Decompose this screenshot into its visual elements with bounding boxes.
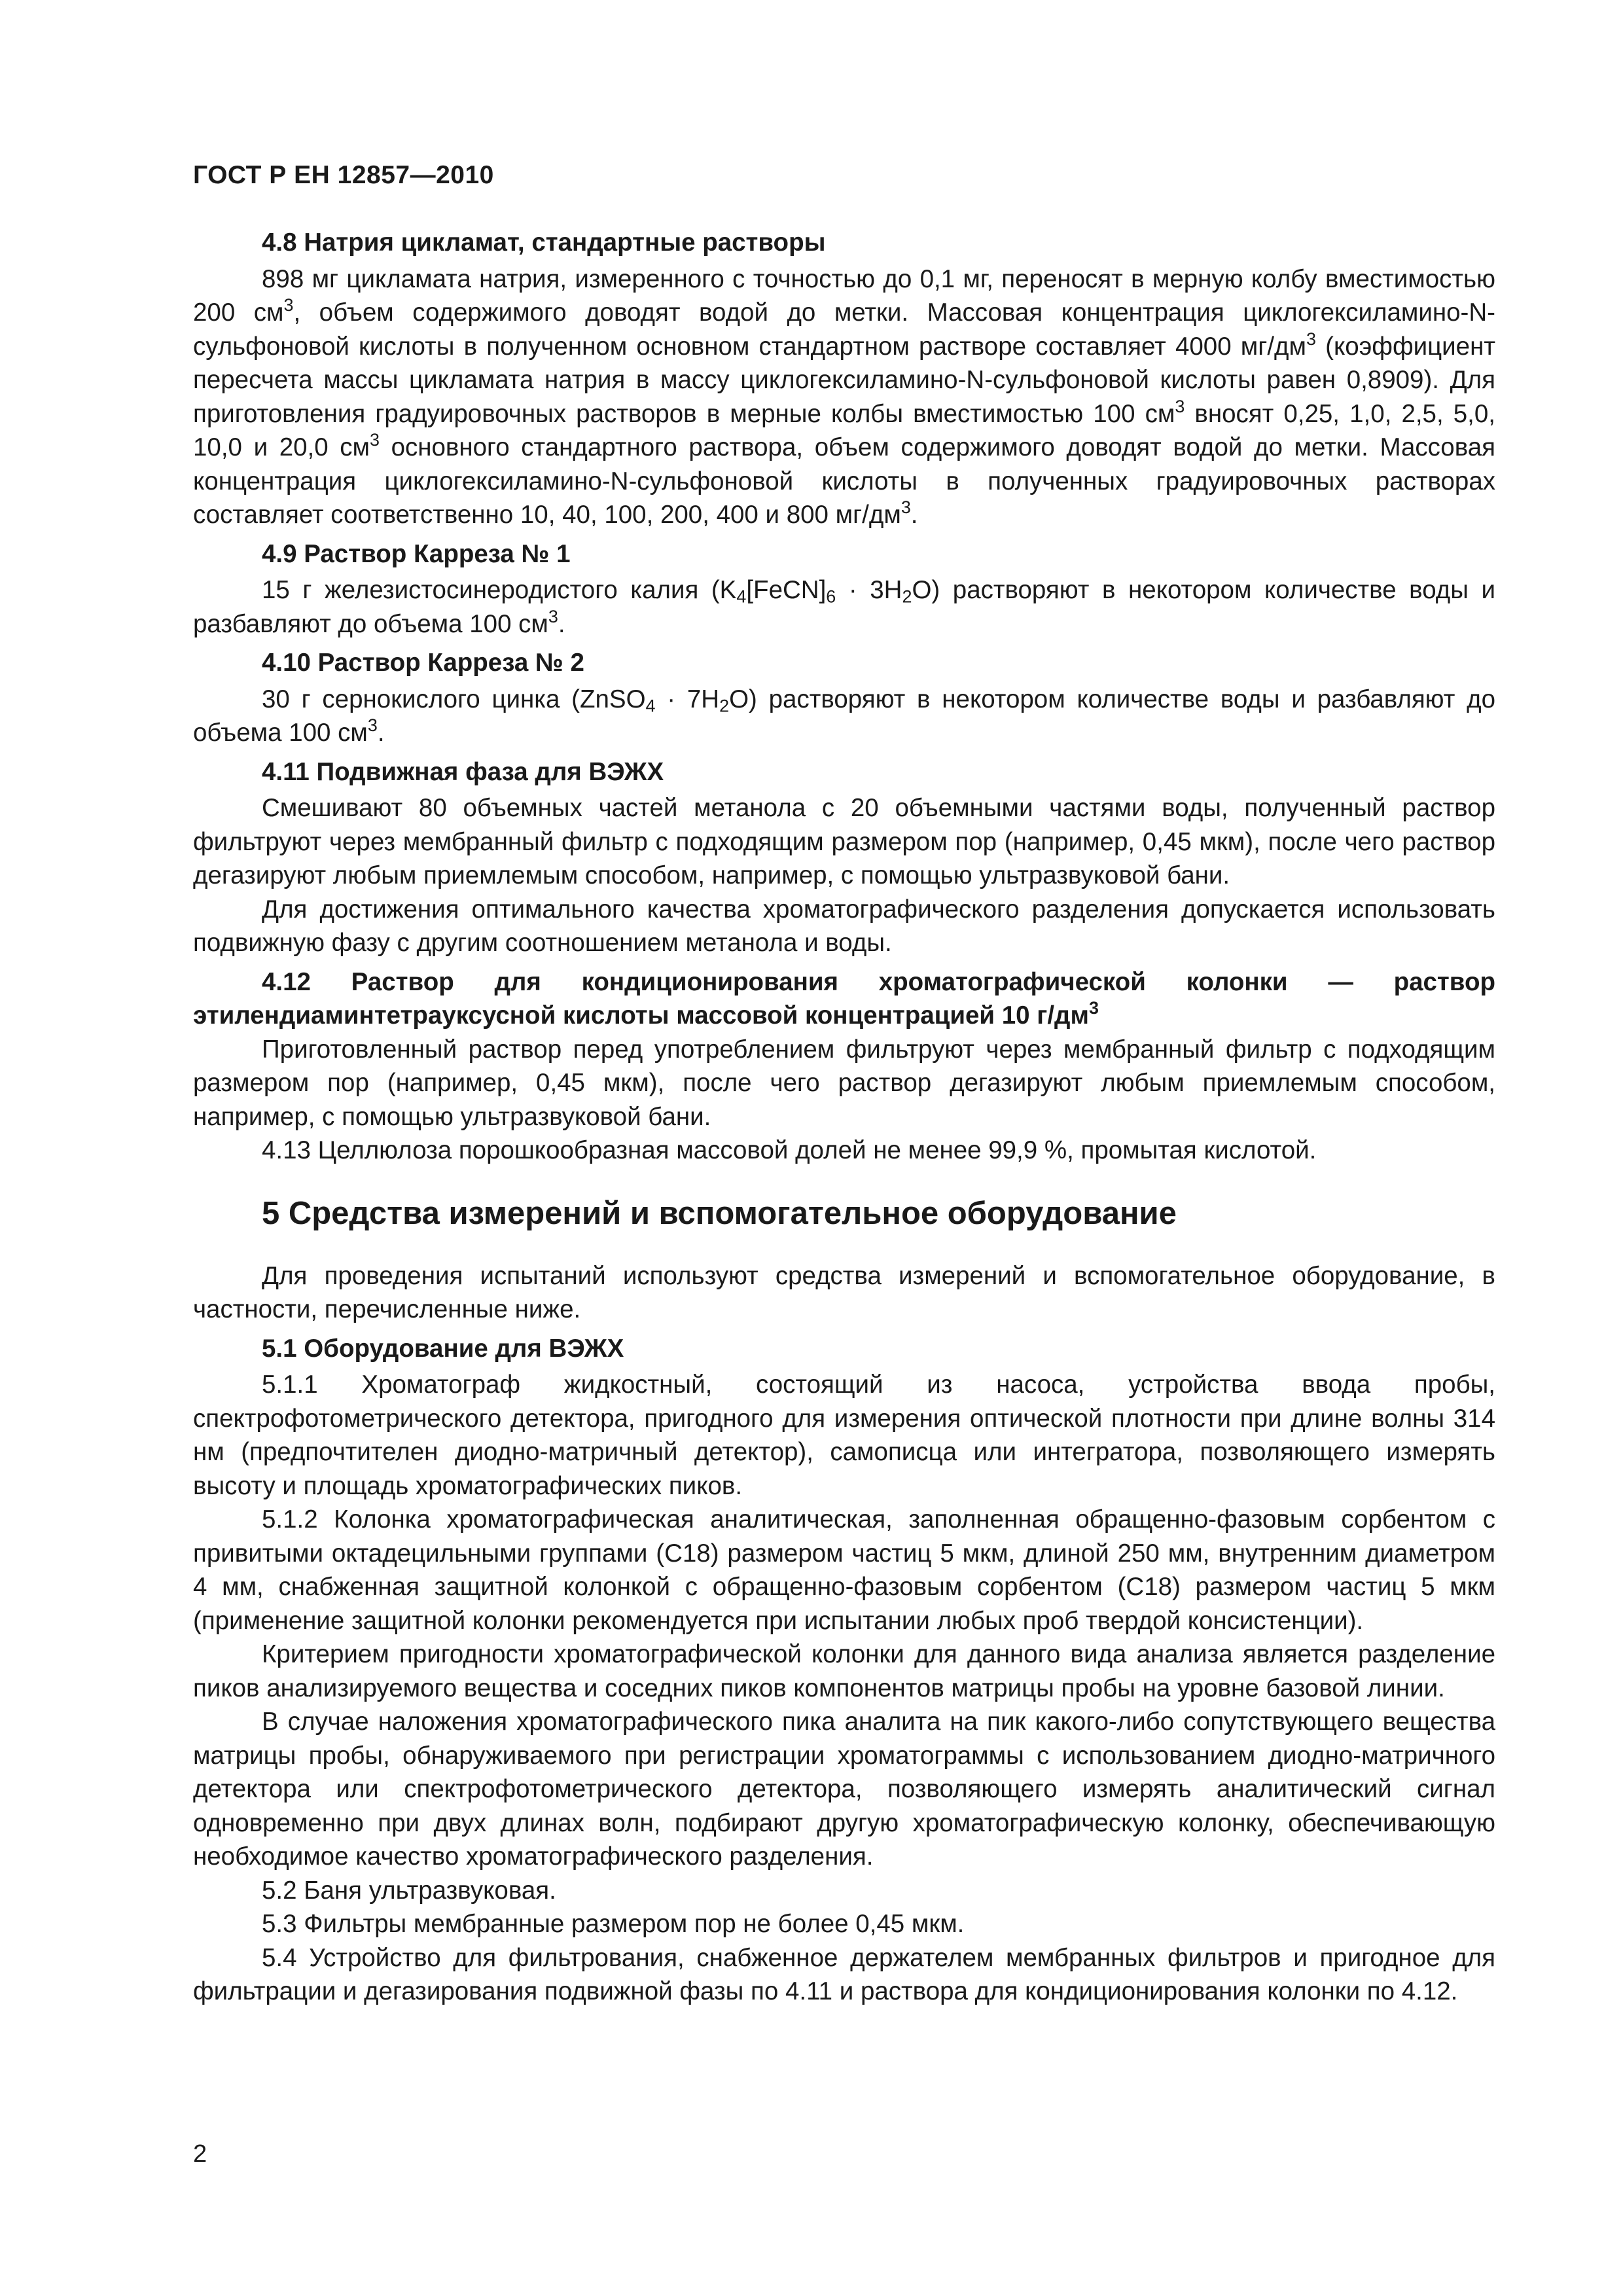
section-5-2-paragraph: 5.2 Баня ультразвуковая. (262, 1876, 556, 1905)
text-run: (коэффициент пересчета массы цикламата натрия в массу циклогексиламино-N-сульфоновой кислоты равен 0,8909). Для приготовления градуировочных растворов в мерные колбы вместимостью 100 см (193, 332, 1495, 428)
text-run: вносят 0,25, 1,0, 2,5, 5,0, 10,0 и 20,0 см (193, 399, 1495, 461)
section-4-10-paragraph (193, 683, 1495, 750)
text-run: O) растворяют в некотором количестве воды и разбавляют до объема 100 см (193, 685, 1495, 747)
superscript: 3 (1175, 396, 1185, 416)
section-4-11-title: 4.11 Подвижная фаза для ВЭЖХ (262, 757, 664, 786)
section-5-intro-paragraph: Для проведения испытаний используют средства измерений и вспомогательное оборудование, в частности, перечисленные ниже. (193, 1261, 1495, 1323)
section-5-1-1-paragraph: 5.1.1 Хроматограф жидкостный, состоящий из насоса, устройства ввода пробы, спектрофотометрического детектора, пригодного для измерения оптической плотности при длине волны 314 нм (предпочтителен диодно-матричный детектор), самописца или интегратора, позволяющего измерять высоту и площадь хроматографических пиков. (193, 1371, 1495, 1500)
text-run: 898 мг цикламата натрия, измеренного с точностью до 0,1 мг, переносят в мерную колбу вместимостью 200 см (193, 264, 1495, 327)
subscript: 4 (645, 696, 656, 716)
text-run: . (910, 501, 918, 529)
text-run: . (558, 609, 565, 638)
section-4-9-title: 4.9 Раствор Карреза № 1 (262, 539, 571, 568)
section-4-10 (193, 646, 1495, 750)
section-5-3-paragraph: 5.3 Фильтры мембранные размером пор не более 0,45 мкм. (262, 1910, 965, 1938)
superscript: 3 (367, 715, 378, 736)
text-run: · 3H (836, 576, 902, 604)
section-4-8-paragraph (193, 262, 1495, 532)
section-4-12 (193, 965, 1495, 1168)
document-body (193, 226, 1495, 2014)
subscript: 4 (736, 586, 747, 607)
superscript: 3 (548, 606, 558, 626)
section-4-11 (193, 755, 1495, 960)
superscript: 3 (1088, 998, 1099, 1018)
text-run: [FeCN] (746, 576, 827, 604)
section-5-1-overlap-paragraph: В случае наложения хроматографического пика аналита на пик какого-либо сопутствующего вещества матрицы пробы, обнаруживаемого при регистрации хроматограммы с использованием диодно-матричного детектора или спектрофотометрического детектора, позволяющего измерять аналитический сигнал одновременно при двух длинах волн, подбирают другую хроматографическую колонку, обеспечивающую необходимое качество хроматографического разделения. (193, 1708, 1495, 1871)
section-5-intro (193, 1259, 1495, 1327)
section-4-8-title: 4.8 Натрия цикламат, стандартные растворы (262, 228, 826, 257)
section-4-12-paragraph: Приготовленный раствор перед употреблением фильтруют через мембранный фильтр с подходящим размером пор (например, 0,45 мкм), после чего раствор дегазируют любым приемлемым способом, например, с помощью ультразвуковой бани. (193, 1035, 1495, 1131)
section-4-9 (193, 537, 1495, 641)
section-5-1-criterion-paragraph: Критерием пригодности хроматографической колонки для данного вида анализа является разделение пиков анализируемого вещества и соседних пиков компонентов матрицы пробы на уровне базовой линии. (193, 1640, 1495, 1702)
section-4-8 (193, 226, 1495, 532)
page-number: 2 (193, 2140, 207, 2168)
text-run: 15 г железистосинеродистого калия (K (262, 576, 737, 604)
text-run: 4.12 Раствор для кондиционирования хроматографической колонки — раствор этилендиаминтетрауксусной кислоты массовой концентрацией 10 г/дм (193, 967, 1495, 1030)
text-run: , объем содержимого доводят водой до метки. Массовая концентрация циклогексиламино-N-сульфоновой кислоты в полученном основном стандартном растворе составляет 4000 мг/дм (193, 298, 1496, 361)
document-code-header: ГОСТ Р ЕН 12857—2010 (193, 161, 494, 189)
section-4-12-title (193, 965, 1495, 1033)
subscript: 2 (902, 586, 912, 607)
section-4-10-title: 4.10 Раствор Карреза № 2 (262, 649, 584, 677)
superscript: 3 (283, 295, 294, 315)
section-5-1 (193, 1332, 1495, 2009)
section-5-4-paragraph: 5.4 Устройство для фильтрования, снабженное держателем мембранных фильтров и пригодное для фильтрации и дегазирования подвижной фазы по 4.11 и раствора для кондиционирования колонки по 4.12. (193, 1943, 1495, 2005)
text-run: · 7H (655, 685, 720, 713)
section-4-13-paragraph: 4.13 Целлюлоза порошкообразная массовой долей не менее 99,9 %, промытая кислотой. (262, 1136, 1317, 1164)
section-4-9-paragraph (193, 573, 1495, 641)
text-run: основного стандартного раствора, объем содержимого доводят водой до метки. Массовая концентрация циклогексиламино-N-сульфоновой кислоты в полученных градуировочных растворах составляет соответственно 10, 40, 100, 200, 400 и 800 мг/дм (193, 433, 1495, 529)
section-5-1-2-paragraph: 5.1.2 Колонка хроматографическая аналитическая, заполненная обращенно-фазовым сорбентом с привитыми октадецильными группами (С18) размером частиц 5 мкм, длиной 250 мм, внутренним диаметром 4 мм, снабженная защитной колонкой с обращенно-фазовым сорбентом (С18) размером частиц 5 мкм (применение защитной колонки рекомендуется при испытании любых проб твердой консистенции). (193, 1505, 1495, 1635)
superscript: 3 (901, 497, 911, 518)
subscript: 2 (719, 696, 730, 716)
superscript: 3 (1306, 329, 1316, 349)
section-5-title: 5 Средства измерений и вспомогательное оборудование (262, 1195, 1177, 1231)
text-run: 30 г сернокислого цинка (ZnSO (262, 685, 646, 713)
section-5-1-title: 5.1 Оборудование для ВЭЖХ (262, 1334, 624, 1363)
section-4-11-paragraph-1: Смешивают 80 объемных частей метанола с 20 объемными частями воды, полученный раствор фильтруют через мембранный фильтр с подходящим размером пор (например, 0,45 мкм), после чего раствор дегазируют любым приемлемым способом, например, с помощью ультразвуковой бани. (193, 794, 1495, 889)
superscript: 3 (369, 430, 380, 450)
subscript: 6 (826, 586, 836, 607)
text-run: . (377, 719, 385, 747)
text-run: O) растворяют в некотором количестве воды и разбавляют до объема 100 см (193, 576, 1495, 638)
section-4-11-paragraph-2: Для достижения оптимального качества хроматографического разделения допускается использовать подвижную фазу с другим соотношением метанола и воды. (193, 895, 1495, 957)
